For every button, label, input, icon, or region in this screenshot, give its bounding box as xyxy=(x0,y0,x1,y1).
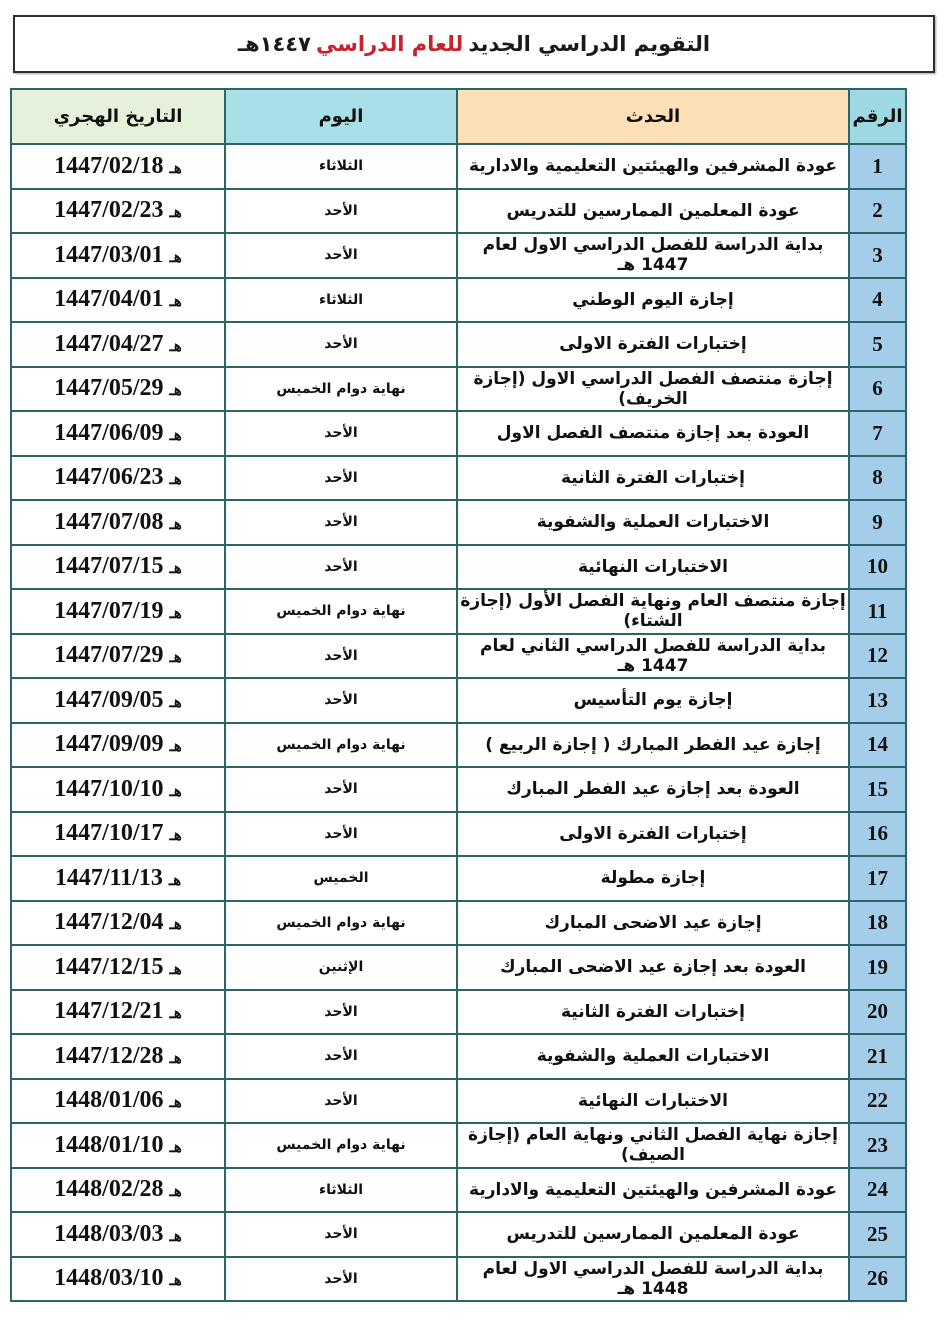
row-event: الاختبارات العملية والشفوية xyxy=(457,500,849,545)
row-number: 10 xyxy=(849,545,906,590)
hijri-suffix: هـ xyxy=(169,694,182,711)
table-row xyxy=(11,723,906,768)
date-value: 1448/03/03 xyxy=(54,1220,164,1247)
row-hijri-date xyxy=(11,634,225,679)
row-day: الأحد xyxy=(225,500,457,545)
row-event: العودة بعد إجازة عيد الاضحى المبارك xyxy=(457,945,849,990)
row-number: 3 xyxy=(849,233,906,278)
date-value: 1447/10/17 xyxy=(54,820,164,847)
row-day: الأحد xyxy=(225,322,457,367)
hijri-suffix: هـ xyxy=(169,650,182,667)
row-hijri-date xyxy=(11,678,225,723)
table-row xyxy=(11,233,906,278)
table-row xyxy=(11,945,906,990)
row-hijri-date xyxy=(11,189,225,234)
row-number: 17 xyxy=(849,856,906,901)
row-hijri-date xyxy=(11,500,225,545)
row-number: 16 xyxy=(849,812,906,857)
table-row xyxy=(11,456,906,501)
row-day: الأحد xyxy=(225,1079,457,1124)
row-event: إجازة مطولة xyxy=(457,856,849,901)
table-body xyxy=(11,144,906,1301)
title-part-2-highlight: للعام الدراسي xyxy=(316,32,464,56)
table-row xyxy=(11,812,906,857)
row-number: 15 xyxy=(849,767,906,812)
row-hijri-date xyxy=(11,1123,225,1168)
row-event: الاختبارات النهائية xyxy=(457,545,849,590)
table-row xyxy=(11,411,906,456)
row-day: الأحد xyxy=(225,990,457,1035)
row-hijri-date xyxy=(11,1034,225,1079)
header-day: اليوم xyxy=(225,89,457,144)
hijri-suffix: هـ xyxy=(169,1095,182,1112)
date-value: 1447/12/28 xyxy=(54,1042,164,1069)
row-day: الأحد xyxy=(225,1257,457,1302)
table-row xyxy=(11,1212,906,1257)
hijri-suffix: هـ xyxy=(169,383,182,400)
row-event: العودة بعد إجازة عيد الفطر المبارك xyxy=(457,767,849,812)
hijri-suffix: هـ xyxy=(169,1184,182,1201)
row-day: نهاية دوام الخميس xyxy=(225,367,457,412)
row-day: الأحد xyxy=(225,189,457,234)
title-part-3-year: ١٤٤٧هـ xyxy=(237,32,311,56)
date-value: 1447/07/19 xyxy=(54,597,164,624)
hijri-suffix: هـ xyxy=(169,828,182,845)
hijri-suffix: هـ xyxy=(169,160,182,177)
row-day: الأحد xyxy=(225,545,457,590)
row-event: الاختبارات العملية والشفوية xyxy=(457,1034,849,1079)
row-event: إجازة منتصف الفصل الدراسي الاول (إجازة الخريف) xyxy=(457,367,849,412)
row-hijri-date xyxy=(11,1168,225,1213)
title-part-1: التقويم الدراسي الجديد xyxy=(468,32,711,56)
hijri-suffix: هـ xyxy=(169,516,182,533)
row-day: نهاية دوام الخميس xyxy=(225,589,457,634)
hijri-suffix: هـ xyxy=(169,739,182,756)
row-hijri-date xyxy=(11,767,225,812)
row-number: 22 xyxy=(849,1079,906,1124)
row-hijri-date xyxy=(11,367,225,412)
row-number: 9 xyxy=(849,500,906,545)
header-number: الرقم xyxy=(849,89,906,144)
row-hijri-date xyxy=(11,456,225,501)
row-event: بداية الدراسة للفصل الدراسي الاول لعام 1448 هـ xyxy=(457,1257,849,1302)
hijri-suffix: هـ xyxy=(169,1228,182,1245)
row-day: الثلاثاء xyxy=(225,144,457,189)
row-hijri-date xyxy=(11,990,225,1035)
table-row xyxy=(11,278,906,323)
table-row xyxy=(11,589,906,634)
row-hijri-date xyxy=(11,278,225,323)
row-event: إختبارات الفترة الاولى xyxy=(457,322,849,367)
row-number: 1 xyxy=(849,144,906,189)
row-event: إجازة يوم التأسيس xyxy=(457,678,849,723)
hijri-suffix: هـ xyxy=(169,205,182,222)
row-number: 23 xyxy=(849,1123,906,1168)
row-number: 19 xyxy=(849,945,906,990)
hijri-suffix: هـ xyxy=(169,427,182,444)
row-hijri-date xyxy=(11,723,225,768)
date-value: 1447/09/05 xyxy=(54,686,164,713)
row-hijri-date xyxy=(11,322,225,367)
row-number: 12 xyxy=(849,634,906,679)
hijri-suffix: هـ xyxy=(169,338,182,355)
row-number: 24 xyxy=(849,1168,906,1213)
row-event: إختبارات الفترة الاولى xyxy=(457,812,849,857)
date-value: 1447/12/04 xyxy=(54,909,164,936)
row-event: الاختبارات النهائية xyxy=(457,1079,849,1124)
row-day: الأحد xyxy=(225,634,457,679)
table-row xyxy=(11,367,906,412)
row-day: نهاية دوام الخميس xyxy=(225,723,457,768)
row-number: 18 xyxy=(849,901,906,946)
calendar-table xyxy=(10,88,907,1302)
table-row xyxy=(11,322,906,367)
date-value: 1447/12/21 xyxy=(54,998,164,1025)
row-number: 21 xyxy=(849,1034,906,1079)
row-event: عودة المعلمين الممارسين للتدريس xyxy=(457,1212,849,1257)
date-value: 1447/10/10 xyxy=(54,775,164,802)
row-hijri-date xyxy=(11,545,225,590)
row-number: 6 xyxy=(849,367,906,412)
row-hijri-date xyxy=(11,1212,225,1257)
row-number: 4 xyxy=(849,278,906,323)
hijri-suffix: هـ xyxy=(169,472,182,489)
table-row xyxy=(11,144,906,189)
row-day: الخميس xyxy=(225,856,457,901)
table-row xyxy=(11,990,906,1035)
row-day: الأحد xyxy=(225,678,457,723)
row-day: الأحد xyxy=(225,767,457,812)
table-row xyxy=(11,634,906,679)
hijri-suffix: هـ xyxy=(169,561,182,578)
date-value: 1447/06/09 xyxy=(54,419,164,446)
date-value: 1447/03/01 xyxy=(54,241,164,268)
hijri-suffix: هـ xyxy=(168,872,182,889)
row-number: 2 xyxy=(849,189,906,234)
row-day: نهاية دوام الخميس xyxy=(225,901,457,946)
date-value: 1447/02/23 xyxy=(54,197,164,224)
hijri-suffix: هـ xyxy=(169,605,182,622)
row-hijri-date xyxy=(11,945,225,990)
hijri-suffix: هـ xyxy=(169,1050,182,1067)
row-hijri-date xyxy=(11,1079,225,1124)
row-event: إجازة منتصف العام ونهاية الفصل الأول (إجازة الشتاء) xyxy=(457,589,849,634)
row-hijri-date xyxy=(11,144,225,189)
row-event: إختبارات الفترة الثانية xyxy=(457,990,849,1035)
table-row xyxy=(11,901,906,946)
hijri-suffix: هـ xyxy=(169,294,182,311)
row-hijri-date xyxy=(11,1257,225,1302)
date-value: 1447/12/15 xyxy=(54,953,164,980)
table-row xyxy=(11,189,906,234)
row-number: 14 xyxy=(849,723,906,768)
row-number: 26 xyxy=(849,1257,906,1302)
hijri-suffix: هـ xyxy=(169,249,182,266)
table-row xyxy=(11,1034,906,1079)
row-event: عودة المعلمين الممارسين للتدريس xyxy=(457,189,849,234)
row-number: 11 xyxy=(849,589,906,634)
row-hijri-date xyxy=(11,812,225,857)
row-day: الأحد xyxy=(225,233,457,278)
hijri-suffix: هـ xyxy=(169,783,182,800)
row-number: 5 xyxy=(849,322,906,367)
hijri-suffix: هـ xyxy=(169,1273,182,1290)
row-hijri-date xyxy=(11,233,225,278)
row-number: 20 xyxy=(849,990,906,1035)
row-hijri-date xyxy=(11,901,225,946)
row-number: 8 xyxy=(849,456,906,501)
row-event: إجازة نهاية الفصل الثاني ونهاية العام (إجازة الصيف) xyxy=(457,1123,849,1168)
date-value: 1447/05/29 xyxy=(54,375,164,402)
table-row xyxy=(11,678,906,723)
table-row xyxy=(11,1123,906,1168)
row-event: بداية الدراسة للفصل الدراسي الثاني لعام 1447 هـ xyxy=(457,634,849,679)
hijri-suffix: هـ xyxy=(169,1139,182,1156)
header-event: الحدث xyxy=(457,89,849,144)
date-value: 1447/07/29 xyxy=(54,642,164,669)
table-row xyxy=(11,767,906,812)
row-number: 13 xyxy=(849,678,906,723)
date-value: 1448/03/10 xyxy=(54,1265,164,1292)
date-value: 1447/02/18 xyxy=(54,152,164,179)
row-event: إجازة اليوم الوطني xyxy=(457,278,849,323)
date-value: 1447/11/13 xyxy=(54,864,163,891)
page-title xyxy=(13,15,935,73)
row-event: إجازة عيد الفطر المبارك ( إجازة الربيع ) xyxy=(457,723,849,768)
row-day: الأحد xyxy=(225,456,457,501)
date-value: 1447/04/27 xyxy=(54,330,164,357)
row-hijri-date xyxy=(11,411,225,456)
table-row xyxy=(11,856,906,901)
hijri-suffix: هـ xyxy=(169,917,182,934)
row-day: نهاية دوام الخميس xyxy=(225,1123,457,1168)
row-day: الأحد xyxy=(225,812,457,857)
hijri-suffix: هـ xyxy=(169,1006,182,1023)
date-value: 1448/01/06 xyxy=(54,1087,164,1114)
row-event: عودة المشرفين والهيئتين التعليمية والادارية xyxy=(457,1168,849,1213)
table-row xyxy=(11,1079,906,1124)
table-header-row xyxy=(11,89,906,144)
date-value: 1448/02/28 xyxy=(54,1176,164,1203)
row-hijri-date xyxy=(11,856,225,901)
row-event: إجازة عيد الاضحى المبارك xyxy=(457,901,849,946)
row-day: الثلاثاء xyxy=(225,278,457,323)
table-row xyxy=(11,545,906,590)
row-event: بداية الدراسة للفصل الدراسي الاول لعام 1447 هـ xyxy=(457,233,849,278)
date-value: 1447/04/01 xyxy=(54,286,164,313)
date-value: 1447/06/23 xyxy=(54,464,164,491)
date-value: 1448/01/10 xyxy=(54,1131,164,1158)
row-event: العودة بعد إجازة منتصف الفصل الاول xyxy=(457,411,849,456)
row-day: الإثنين xyxy=(225,945,457,990)
table-row xyxy=(11,1257,906,1302)
row-event: إختبارات الفترة الثانية xyxy=(457,456,849,501)
row-day: الأحد xyxy=(225,411,457,456)
header-hijri-date: التاريخ الهجري xyxy=(11,89,225,144)
row-day: الثلاثاء xyxy=(225,1168,457,1213)
row-number: 7 xyxy=(849,411,906,456)
row-day: الأحد xyxy=(225,1212,457,1257)
hijri-suffix: هـ xyxy=(169,961,182,978)
date-value: 1447/09/09 xyxy=(54,731,164,758)
date-value: 1447/07/08 xyxy=(54,508,164,535)
row-hijri-date xyxy=(11,589,225,634)
row-number: 25 xyxy=(849,1212,906,1257)
row-event: عودة المشرفين والهيئتين التعليمية والادارية xyxy=(457,144,849,189)
row-day: الأحد xyxy=(225,1034,457,1079)
table-row xyxy=(11,500,906,545)
table-row xyxy=(11,1168,906,1213)
date-value: 1447/07/15 xyxy=(54,553,164,580)
